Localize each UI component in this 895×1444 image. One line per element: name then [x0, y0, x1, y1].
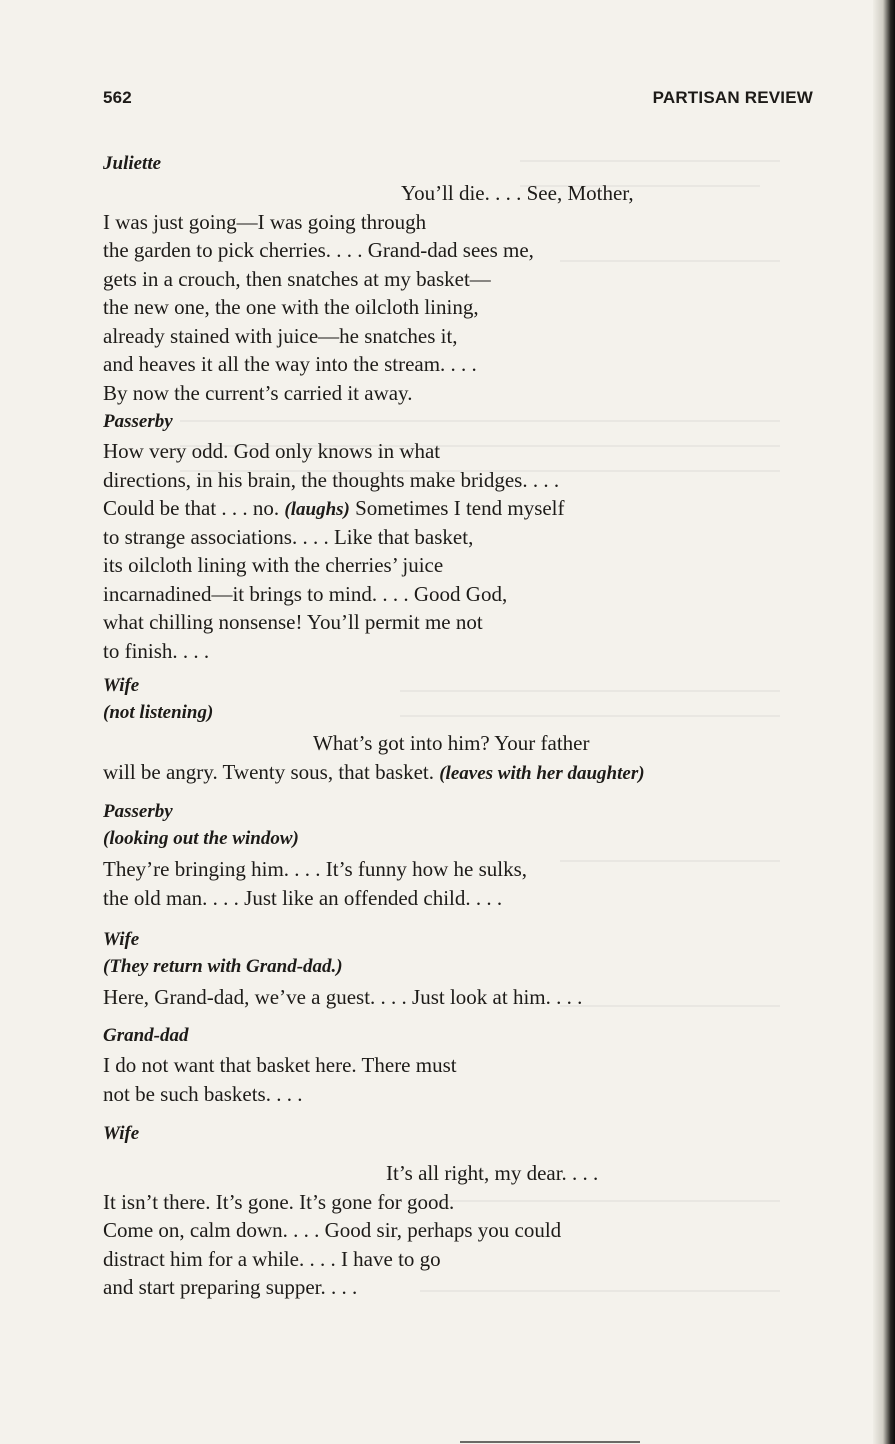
line-text: Could be that . . . no.	[103, 496, 285, 520]
verse-line: the old man. . . . Just like an offended child. . . .	[103, 885, 503, 910]
stage-direction-inline: (leaves with her daughter)	[439, 762, 645, 784]
verse-line: It isn’t there. It’s gone. It’s gone for good.	[103, 1189, 455, 1214]
speech-wife-3	[103, 1122, 803, 1302]
verse-line: and heaves it all the way into the stream. . . .	[103, 352, 477, 376]
speaker-name: Wife	[103, 929, 140, 950]
speech-grand-dad	[103, 1024, 803, 1108]
speaker-name: Grand-dad	[103, 1025, 189, 1046]
verse-line: incarnadined—it brings to mind. . . . Good God,	[103, 581, 508, 606]
speaker-name: Passerby	[103, 801, 173, 822]
page-edge-shadow	[873, 0, 895, 1444]
scan-artifact-line	[460, 1441, 640, 1443]
verse-line: gets in a crouch, then snatches at my basket—	[103, 266, 491, 291]
verse-line: what chilling nonsense! You’ll permit me not	[103, 610, 483, 634]
line-text: Sometimes I tend myself	[349, 496, 565, 520]
running-header	[103, 88, 813, 112]
verse-line: What’s got into him? Your father	[313, 731, 590, 755]
speech-passerby	[103, 410, 803, 665]
stage-direction: (not listening)	[103, 702, 214, 723]
speech-wife-2	[103, 928, 803, 1012]
verse-line	[103, 494, 803, 523]
line-text: will be angry. Twenty sous, that basket.	[103, 759, 440, 784]
verse-line: It’s all right, my dear. . . .	[386, 1161, 599, 1185]
verse-line: to finish. . . .	[103, 638, 210, 663]
speaker-name: Wife	[103, 1123, 140, 1144]
verse-line: I do not want that basket here. There must	[103, 1053, 457, 1077]
stage-direction: (looking out the window)	[103, 828, 299, 849]
verse-line: You’ll die. . . . See, Mother,	[401, 181, 634, 205]
verse-line: Here, Grand-dad, we’ve a guest. . . . Just look at him. . . .	[103, 985, 583, 1009]
verse-line: By now the current’s carried it away.	[103, 380, 413, 405]
page-number: 562	[103, 88, 132, 107]
verse-line: the new one, the one with the oilcloth lining,	[103, 295, 479, 319]
verse-line: to strange associations. . . . Like that basket,	[103, 524, 474, 549]
verse-line: the garden to pick cherries. . . . Grand-dad sees me,	[103, 238, 534, 262]
speaker-name: Wife	[103, 675, 140, 696]
verse-line: and start preparing supper. . . .	[103, 1275, 358, 1299]
verse-line: Come on, calm down. . . . Good sir, perhaps you could	[103, 1218, 562, 1242]
speech-wife	[103, 674, 803, 786]
speaker-name: Passerby	[103, 411, 173, 432]
verse-line: I was just going—I was going through	[103, 209, 427, 234]
verse-line	[103, 758, 803, 787]
verse-line: directions, in his brain, the thoughts make bridges. . . .	[103, 467, 560, 492]
verse-line: They’re bringing him. . . . It’s funny how he sulks,	[103, 857, 528, 881]
stage-direction-inline: (laughs)	[284, 499, 350, 520]
verse-line: its oilcloth lining with the cherries’ juice	[103, 553, 444, 577]
verse-line: not be such baskets. . . .	[103, 1081, 303, 1106]
verse-line: already stained with juice—he snatches it,	[103, 323, 458, 348]
speech-passerby-2	[103, 800, 803, 912]
verse-line: distract him for a while. . . . I have to go	[103, 1246, 441, 1271]
speaker-name: Juliette	[103, 153, 162, 174]
speech-juliette	[103, 152, 803, 407]
verse-line: How very odd. God only knows in what	[103, 439, 441, 463]
stage-direction: (They return with Grand-dad.)	[103, 956, 343, 977]
journal-title: PARTISAN REVIEW	[652, 88, 813, 107]
